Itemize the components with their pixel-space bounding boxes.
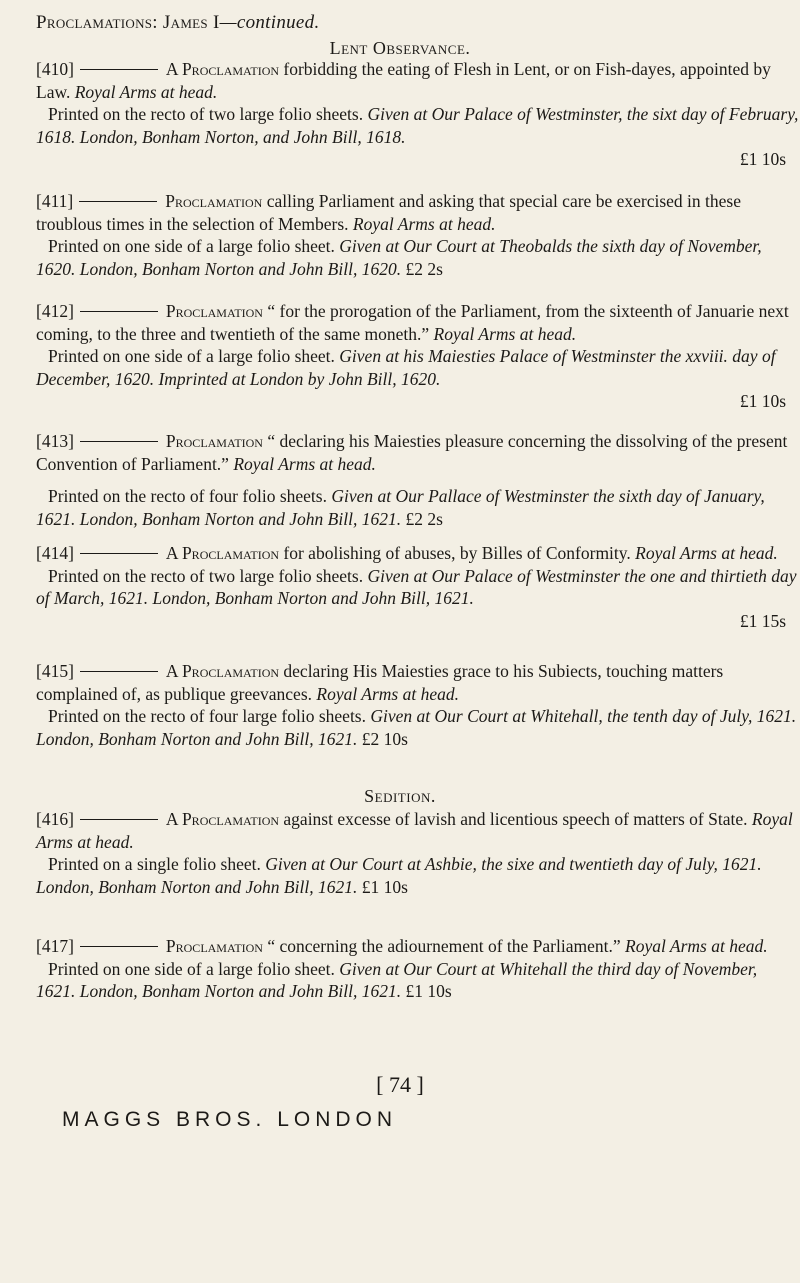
document-kind: Proclamation [165,191,263,211]
lot-number: [411] [36,191,74,211]
running-head [36,8,320,37]
document-kind: A Proclamation [165,59,280,79]
document-kind: A Proclamation [165,809,280,829]
imprint: Given at Our Court at Ashbie, the sixe and twentieth day of July, 1621. London, Bonham Norton and John Bill, 1621. [36,854,762,897]
entry-description: calling Parliament and asking that special care be exercised in these troublous times in the selection of Members. [36,191,741,234]
catalogue-entry-416 [36,808,800,898]
catalogue-entry-411 [36,190,800,280]
arms-note: Royal Arms at head. [36,809,793,852]
entry-description: forbidding the eating of Flesh in Lent, or on Fish-dayes, appointed by Law. [36,59,771,102]
document-kind: Proclamation [165,301,263,321]
document-kind: A Proclamation [165,543,280,563]
lot-number: [412] [36,301,74,321]
dash-rule [80,946,158,947]
dash-rule [80,441,158,442]
printing-note: Printed on a single folio sheet. [48,854,261,874]
document-kind: Proclamation [165,936,263,956]
arms-note: Royal Arms at head. [316,683,459,704]
imprint: Given at Our Court at Theobalds the sixth day of November, 1620. London, Bonham Norton and John Bill, 1620. [36,236,762,279]
running-head-continued: —continued. [219,12,320,33]
catalogue-entry-412 [36,300,800,413]
printing-note: Printed on one side of a large folio sheet. [48,236,335,256]
arms-note: Royal Arms at head. [233,453,376,474]
printing-note: Printed on the recto of four large folio sheets. [48,706,366,726]
price: £1 10s [361,876,408,897]
arms-note: Royal Arms at head. [352,213,496,234]
entry-description: for abolishing of abuses, by Billes of Conformity. [283,543,631,563]
imprint: Given at Our Pallace of Westminster the sixth day of January, 1621. London, Bonham Norton and John Bill, 1621. [36,486,765,529]
arms-note: Royal Arms at head. [635,543,778,563]
price: £2 2s [405,258,443,279]
section-heading-sedition: Sedition. [364,786,436,806]
document-kind: Proclamation [165,431,263,451]
catalogue-entry-414 [36,542,800,632]
page-number: [ 74 ] [376,1072,424,1097]
price: £1 10s [739,391,786,411]
dash-rule [80,553,158,554]
printing-note: Printed on one side of a large folio sheet. [48,958,335,979]
imprint: Given at Our Court at Whitehall, the tenth day of July, 1621. London, Bonham Norton and John Bill, 1621. [36,706,797,749]
imprint: Given at Our Court at Whitehall the third day of November, 1621. London, Bonham Norton and John Bill, 1621. [36,958,758,1001]
lot-number: [414] [36,543,74,563]
arms-note: Royal Arms at head. [625,936,768,956]
price: £1 10s [739,149,786,169]
printing-note: Printed on the recto of four folio sheets. [48,486,327,506]
catalogue-entry-415 [36,660,800,750]
dash-rule [80,311,158,312]
document-kind: A Proclamation [165,661,280,681]
catalogue-entry-413 [36,430,800,530]
imprint: Given at Our Palace of Westminster the one and thirtieth day of March, 1621. London, Bonham Norton and John Bill, 1621. [36,565,797,608]
arms-note: Royal Arms at head. [74,81,218,102]
price: £1 10s [405,981,452,1001]
entry-description: “ for the prorogation of the Parliament, from the sixteenth of Januarie next coming, to the three and twentieth of the same moneth.” [36,301,789,344]
entry-description: declaring His Maiesties grace to his Subiects, touching matters complained of, as publique greevances. [36,661,724,704]
running-head-title: Proclamations: James I [36,12,220,33]
lot-number: [410] [36,59,74,79]
printing-note: Printed on the recto of two large folio sheets. [48,565,364,586]
lot-number: [413] [36,431,74,451]
price: £2 2s [405,508,443,529]
price: £1 15s [739,610,786,631]
catalogue-entry-417 [36,935,800,1003]
entry-description: “ concerning the adiournement of the Parliament.” [267,936,621,956]
catalogue-entry-410 [36,58,800,171]
imprint: Given at Our Palace of Westminster, the sixt day of February, 1618. London, Bonham Norton, and John Bill, 1618. [36,104,799,147]
printing-note: Printed on one side of a large folio sheet. [48,346,335,366]
entry-description: “ declaring his Maiesties pleasure concerning the dissolving of the present Convention of Parliament.” [36,431,788,474]
dash-rule [80,671,158,672]
lot-number: [417] [36,936,74,956]
dash-rule [80,819,158,820]
printing-note: Printed on the recto of two large folio sheets. [48,104,364,124]
lot-number: [416] [36,809,74,829]
entry-description: against excesse of lavish and licentious speech of matters of State. [283,809,748,829]
lot-number: [415] [36,661,74,681]
imprint: Given at his Maiesties Palace of Westminster the xxviii. day of December, 1620. Imprinted at London by John Bill, 1620. [36,346,776,389]
publisher-footer: MAGGS BROS. LONDON [62,1108,398,1131]
dash-rule [79,201,157,202]
section-heading-lent: Lent Observance. [329,38,471,58]
dash-rule [80,69,158,70]
price: £2 10s [361,728,408,749]
arms-note: Royal Arms at head. [433,323,577,344]
